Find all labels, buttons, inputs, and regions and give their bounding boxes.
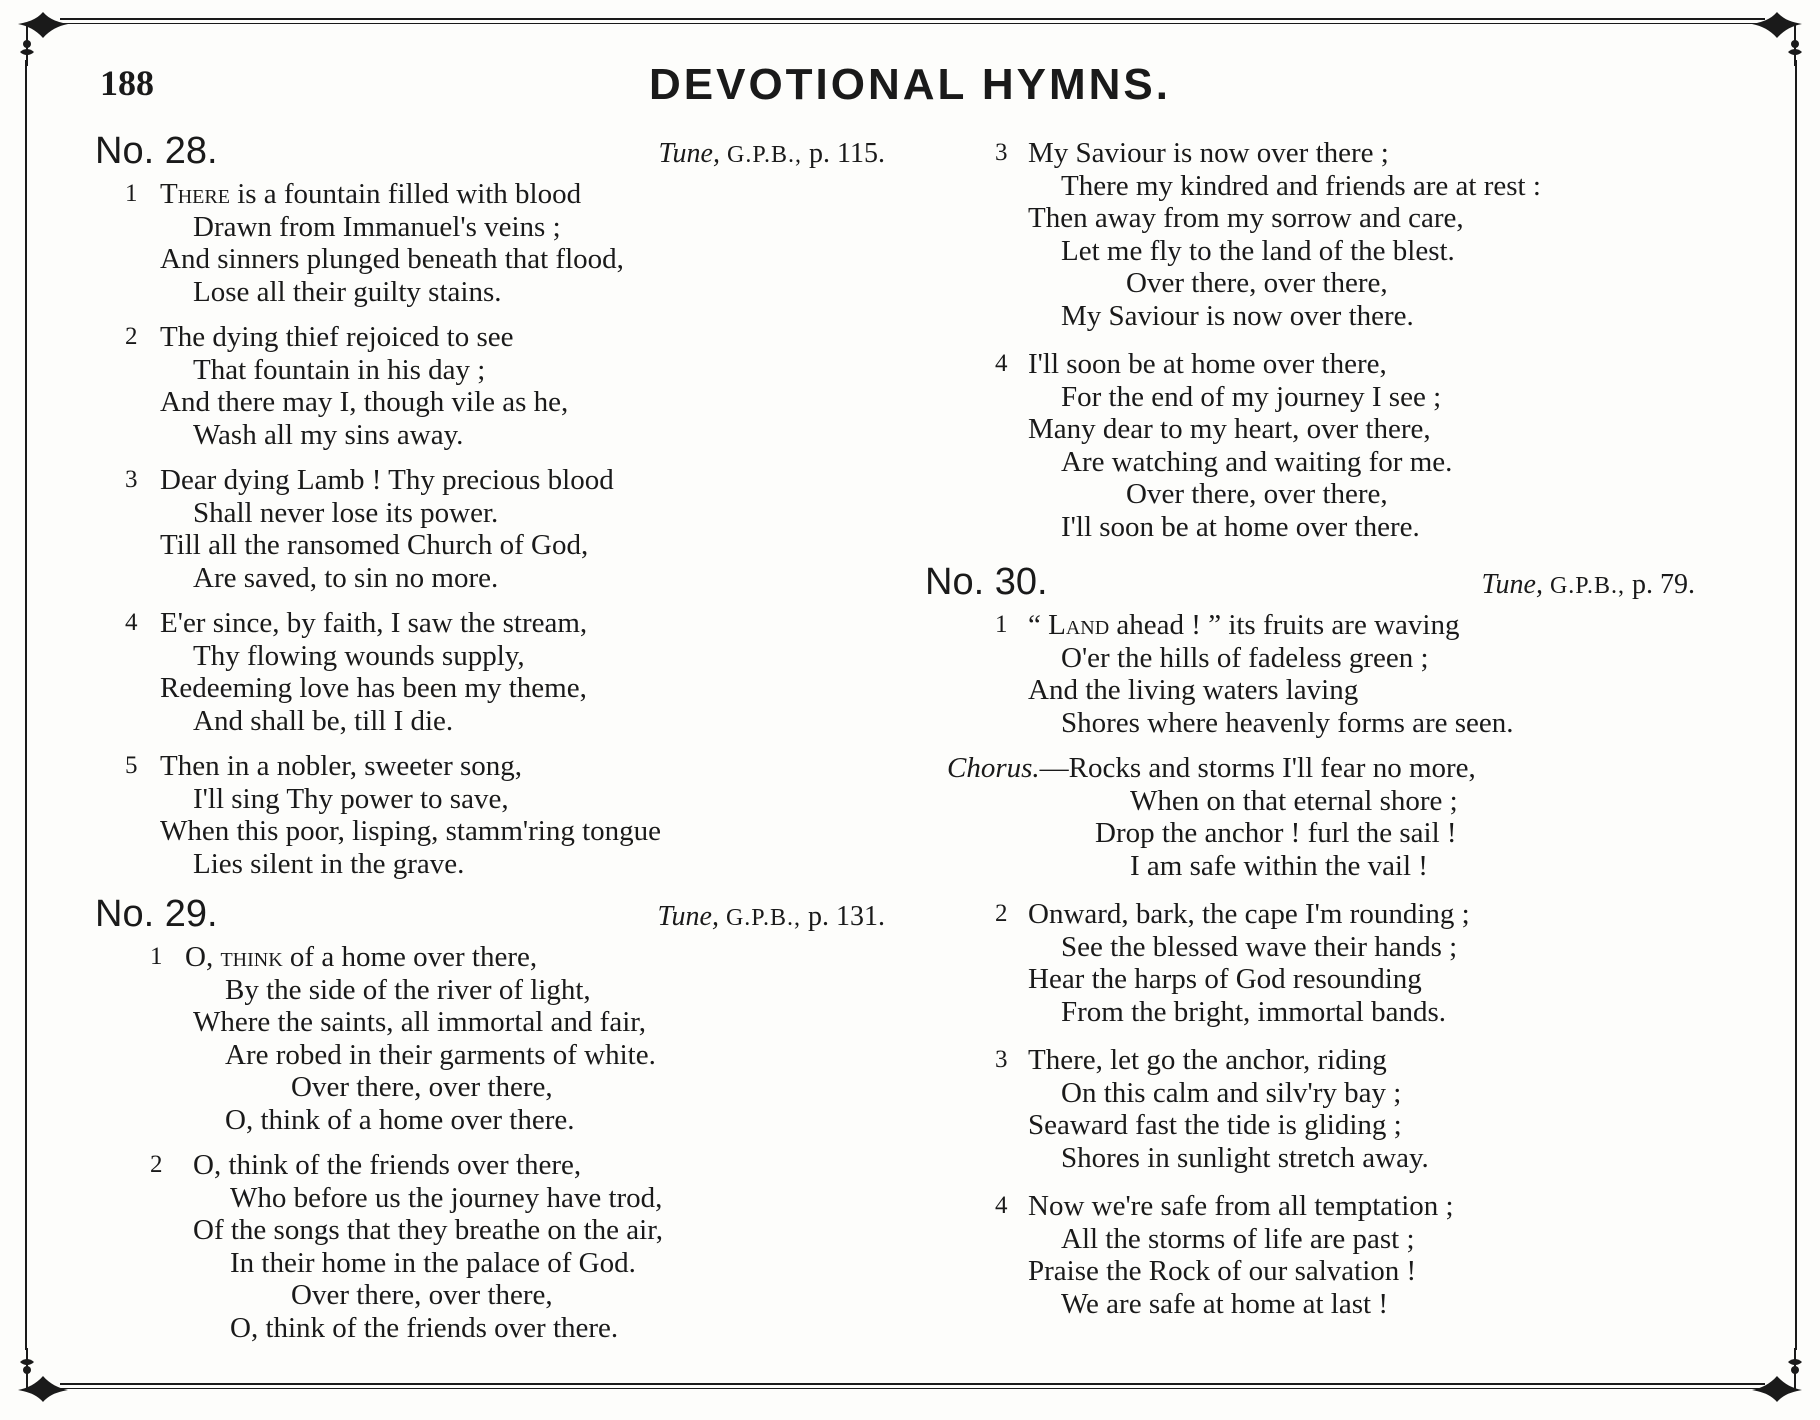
verse-number: 1 — [150, 943, 163, 970]
tune-book: G.P.B., — [1549, 573, 1625, 599]
verse-3 — [925, 1044, 1725, 1174]
verse-line: Are watching and waiting for me. — [1061, 445, 1453, 478]
chorus-label: Chorus. — [947, 752, 1040, 784]
verse-line: Over there, over there, — [1126, 267, 1388, 299]
right-column — [925, 137, 1725, 1333]
verse-line — [925, 609, 1725, 642]
frame-top-rule-inner — [60, 23, 1765, 24]
verse-line: Redeeming love has been my theme, — [160, 672, 587, 704]
verse-4 — [95, 607, 885, 737]
verse-line: By the side of the river of light, — [225, 973, 591, 1006]
verse-line: And shall be, till I die. — [193, 704, 454, 737]
verse-number: 3 — [125, 466, 138, 493]
tune-label: Tune, — [658, 138, 720, 169]
hymn-30 — [925, 561, 1725, 1320]
verse-number: 4 — [995, 1192, 1008, 1219]
verse-number: 1 — [995, 611, 1008, 638]
verse-1 — [925, 609, 1725, 739]
first-word: think — [220, 941, 283, 973]
verse-line: Seaward fast the tide is gliding ; — [1028, 1109, 1402, 1141]
verse-number: 2 — [150, 1151, 163, 1178]
verse-line: Let me fly to the land of the blest. — [1061, 234, 1455, 267]
verse-line: All the storms of life are past ; — [1061, 1222, 1415, 1255]
frame-bottom-rule — [60, 1383, 1765, 1385]
verse-line: Shores in sunlight stretch away. — [1061, 1141, 1429, 1174]
verse-line: E'er since, by faith, I saw the stream, — [160, 607, 588, 639]
corner-ornament-bottom-right — [1742, 1340, 1812, 1410]
hymn-heading — [95, 893, 885, 941]
verse-line — [95, 941, 885, 974]
verse-number: 3 — [995, 139, 1008, 166]
tune-page: p. 131. — [808, 901, 885, 932]
verse-line: Thy flowing wounds supply, — [193, 639, 525, 672]
line-rest: ahead ! ” its fruits are waving — [1109, 609, 1460, 641]
verse-line: Lies silent in the grave. — [193, 847, 465, 880]
verse-1 — [95, 941, 885, 1136]
verse-4 — [925, 1190, 1725, 1320]
verse-line: O, think of the friends over there, — [193, 1149, 582, 1181]
tune-label: Tune, — [1481, 569, 1543, 600]
left-column — [95, 130, 885, 1357]
tune-reference — [658, 901, 886, 933]
verse-line: Dear dying Lamb ! Thy precious blood — [160, 464, 614, 496]
hymn-29 — [95, 893, 885, 1344]
verse-line: Over there, over there, — [1126, 478, 1388, 510]
chorus-line: Drop the anchor ! furl the sail ! — [1095, 817, 1457, 849]
verse-line: I'll sing Thy power to save, — [193, 782, 509, 815]
verse-line: The dying thief rejoiced to see — [160, 321, 514, 353]
verse-line: Over there, over there, — [291, 1071, 553, 1103]
verse-number: 4 — [995, 350, 1008, 377]
verse-line: There my kindred and friends are at rest : — [1061, 169, 1541, 202]
frame-right-rule — [1795, 60, 1797, 1350]
tune-page: p. 79. — [1632, 569, 1695, 600]
verse-number: 4 — [125, 609, 138, 636]
verse-number: 3 — [995, 1046, 1008, 1073]
chorus-line: I am safe within the vail ! — [1130, 849, 1428, 882]
tune-label: Tune, — [657, 901, 719, 932]
verse-line: Shores where heavenly forms are seen. — [1061, 706, 1514, 739]
verse-1 — [95, 178, 885, 308]
verse-2 — [95, 1149, 885, 1344]
verse-4 — [925, 348, 1725, 543]
verse-3 — [95, 464, 885, 594]
hymn-28 — [95, 130, 885, 880]
verse-line: Many dear to my heart, over there, — [1028, 413, 1431, 445]
verse-line: Onward, bark, the cape I'm rounding ; — [1028, 898, 1470, 930]
verse-line: That fountain in his day ; — [193, 353, 486, 386]
verse-number: 2 — [125, 323, 138, 350]
verse-line — [95, 178, 885, 211]
verse-line: We are safe at home at last ! — [1061, 1287, 1388, 1320]
verse-line: Till all the ransomed Church of God, — [160, 529, 589, 561]
page-title: DEVOTIONAL HYMNS. — [648, 60, 1171, 109]
hymn-heading — [95, 130, 885, 178]
tune-reference — [659, 138, 885, 170]
verse-line: From the bright, immortal bands. — [1061, 995, 1447, 1028]
verse-line: Lose all their guilty stains. — [193, 275, 502, 308]
tune-book: G.P.B., — [725, 905, 801, 931]
line-rest: of a home over there, — [282, 941, 538, 973]
page-number: 188 — [100, 63, 154, 103]
tune-book: G.P.B., — [727, 142, 803, 168]
verse-line: Then in a nobler, sweeter song, — [160, 750, 523, 782]
verse-line: Now we're safe from all temptation ; — [1028, 1190, 1454, 1222]
verse-line: See the blessed wave their hands ; — [1061, 930, 1458, 963]
frame-left-rule — [25, 60, 27, 1350]
verse-line: In their home in the palace of God. — [230, 1246, 636, 1279]
first-word: Land — [1048, 609, 1110, 641]
hymn-number: No. 29. — [95, 893, 218, 935]
verse-line: Are robed in their garments of white. — [225, 1038, 656, 1071]
verse-line: Drawn from Immanuel's veins ; — [193, 210, 561, 243]
hymn-heading — [925, 561, 1725, 609]
verse-line: Shall never lose its power. — [193, 496, 499, 529]
verse-line: On this calm and silv'ry bay ; — [1061, 1076, 1402, 1109]
frame-top-rule — [60, 18, 1765, 20]
verse-line: Praise the Rock of our salvation ! — [1028, 1255, 1417, 1287]
verse-line: Hear the harps of God resounding — [1028, 963, 1422, 995]
line-rest: —Rocks and storms I'll fear no more, — [1039, 752, 1476, 784]
verse-line: Then away from my sorrow and care, — [1028, 202, 1464, 234]
verse-5 — [95, 750, 885, 880]
tune-reference — [1482, 569, 1696, 601]
chorus — [925, 752, 1725, 882]
verse-line: For the end of my journey I see ; — [1061, 380, 1442, 413]
verse-line: Where the saints, all immortal and fair, — [193, 1006, 647, 1038]
hymn-number: No. 28. — [95, 130, 218, 172]
first-word: There — [160, 178, 230, 210]
hymn-29-continued — [925, 137, 1725, 543]
chorus-line: When on that eternal shore ; — [1130, 784, 1458, 817]
verse-3 — [925, 137, 1725, 332]
verse-line: And sinners plunged beneath that flood, — [160, 243, 624, 275]
verse-line: And there may I, though vile as he, — [160, 386, 569, 418]
verse-2 — [95, 321, 885, 451]
verse-line: And the living waters laving — [1028, 674, 1359, 706]
verse-line: My Saviour is now over there ; — [1028, 137, 1389, 169]
verse-line: Who before us the journey have trod, — [230, 1181, 663, 1214]
chorus-line — [925, 752, 1725, 785]
line-pre: O, — [185, 941, 221, 973]
verse-number: 2 — [995, 900, 1008, 927]
verse-line: I'll soon be at home over there. — [1061, 510, 1420, 543]
tune-page: p. 115. — [809, 138, 885, 169]
verse-line: Of the songs that they breathe on the air, — [193, 1214, 663, 1246]
line-pre: “ — [1028, 609, 1049, 641]
corner-ornament-bottom-left — [8, 1340, 78, 1410]
verse-line: There, let go the anchor, riding — [1028, 1044, 1387, 1076]
verse-line: Over there, over there, — [291, 1279, 553, 1311]
frame-bottom-rule-inner — [60, 1388, 1765, 1389]
verse-2 — [925, 898, 1725, 1028]
verse-line: I'll soon be at home over there, — [1028, 348, 1387, 380]
verse-line: When this poor, lisping, stamm'ring tongue — [160, 815, 662, 847]
verse-line: O, think of a home over there. — [225, 1103, 575, 1136]
verse-number: 1 — [125, 180, 138, 207]
verse-line: O, think of the friends over there. — [230, 1311, 619, 1344]
verse-number: 5 — [125, 752, 138, 779]
verse-line: O'er the hills of fadeless green ; — [1061, 641, 1429, 674]
verse-line: My Saviour is now over there. — [1061, 299, 1414, 332]
hymn-number: No. 30. — [925, 561, 1048, 603]
line-rest: is a fountain filled with blood — [229, 178, 582, 210]
verse-line: Are saved, to sin no more. — [193, 561, 499, 594]
verse-line: Wash all my sins away. — [193, 418, 464, 451]
